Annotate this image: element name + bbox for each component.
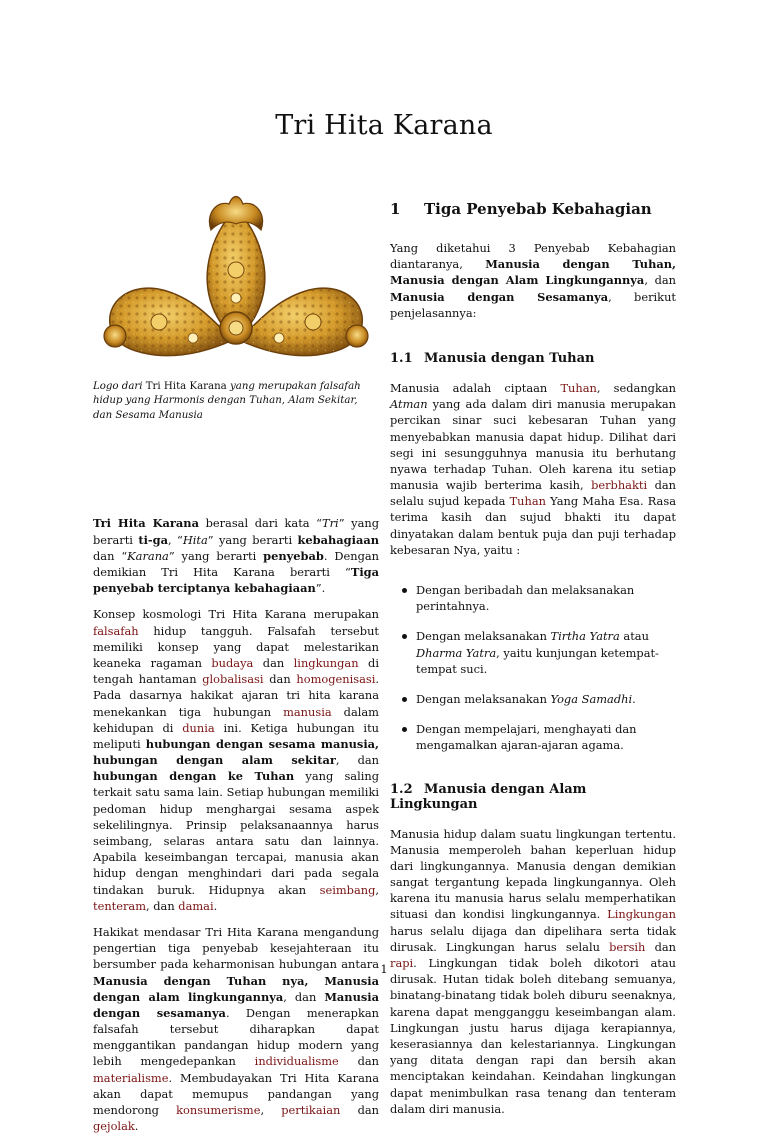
link-tuhan[interactable]: Tuhan <box>509 494 546 509</box>
link-bersih[interactable]: bersih <box>609 939 646 954</box>
text: dan <box>645 939 676 954</box>
text: Manusia hidup dalam suatu lingkungan tertentu. Manusia memperoleh bahan keperluan hidup dari lingkungannya. Manusia dengan demikian sangat tergantung kepada lingkungannya. Oleh karena itu manusia harus selalu memperhatikan situasi dan kondisi lingkungannya. <box>390 826 676 922</box>
text: Yang diketahui 3 Penyebab Kebahagian diantaranya, <box>390 241 676 272</box>
bullet-icon <box>402 727 407 732</box>
text: Yang Maha Esa. Rasa terima kasih dan sujud bhakti itu dapat dinyatakan dalam bentuk puja dan puji terhadap kebesaran Nya, yaitu : <box>390 494 676 557</box>
link-rapi[interactable]: rapi <box>390 956 414 970</box>
text: harus selalu dijaga dan dipelihara serta tidak dirusak. Lingkungan harus selalu <box>390 923 676 954</box>
text: . Lingkungan tidak boleh dikotori atau dirusak. Hutan tidak boleh ditebang semuanya, binatang-binatang tidak boleh diburu seenaknya, karena dapat mengganggu keseimbangan alam. Lingkungan justu harus dijaga kerapiannya, keserasiannya dan kelestariannya. Lingkungan yang ditata dengan rapi dan bersih akan menciptakan keindahan. Keindahan lingkungan dapat menimbulkan rasa tenang dan tenteram dalam diri manusia. <box>390 956 676 1116</box>
bullet-icon <box>402 697 407 702</box>
text: yang saling terkait satu sama lain. Setiap hubungan memiliki pedoman hidup menghargai sesama aspek sekelilingnya. Prinsip pelaksanaannya harus seimbang, selaras antara satu dan lainnya. Apabila keseimbangan tercapai, manusia akan hidup dengan menghindari dari pada segala tindakan buruk. Hidupnya akan <box>93 769 379 897</box>
paragraph-section-1 <box>390 240 676 321</box>
text: Dengan mempelajari, menghayati dan mengamalkan ajaran-ajaran agama. <box>416 722 637 753</box>
text: Manusia dengan Sesamanya <box>390 289 609 304</box>
tri-hita-karana-gold-ornament-icon <box>93 190 379 380</box>
worship-list <box>390 582 676 754</box>
text: ti-ga <box>138 532 168 547</box>
caption-text: yang merupakan falsafah hidup yang Harmonis dengan Tuhan, Alam Sekitar, dan Sesama Manusia <box>93 381 361 421</box>
text: ” yang berarti <box>207 532 298 547</box>
link-falsafah[interactable]: falsafah <box>93 623 139 638</box>
text: . <box>632 691 636 706</box>
text: , sedangkan <box>596 380 676 395</box>
bullet-icon <box>402 634 407 639</box>
section-heading-1-2 <box>390 782 676 812</box>
link-seimbang[interactable]: seimbang <box>319 882 376 897</box>
text: Manusia dengan Tuhan nya, Manusia dengan alam lingkungannya <box>93 973 379 1004</box>
paragraph-section-1-1 <box>390 380 676 558</box>
link-materialisme[interactable]: materialisme <box>93 1070 169 1085</box>
text: berasal dari kata “ <box>198 516 323 531</box>
text: penyebab <box>263 548 324 563</box>
text: . Dengan menerapkan falsafah tersebut diharapkan dapat menggantikan pandangan hidup modern yang lebih mengedepankan <box>93 1005 379 1069</box>
text: Dengan melaksanakan <box>416 691 551 706</box>
text: dan “ <box>93 548 128 563</box>
text: ” yang berarti <box>168 548 264 563</box>
text: , dan <box>146 898 179 913</box>
link-lingkungan[interactable]: lingkungan <box>293 655 359 670</box>
text: dan selalu sujud kepada <box>390 478 676 509</box>
list-item <box>390 721 676 753</box>
section-number: 1.2 <box>390 781 413 797</box>
text: Tiga penyebab terciptanya kebahagiaan <box>93 565 379 596</box>
text: , dan <box>283 989 325 1004</box>
link-individualisme[interactable]: individualisme <box>254 1054 339 1069</box>
text: yang ada dalam diri manusia merupakan percikan sinar suci kebesaran Tuhan yang menyebabkan manusia dapat hidup. Dilihat dari segi ini sesungguhnya manusia itu berhutang nyawa terhadap Tuhan. Oleh karena itu setiap manusia wajib berterima kasih, <box>390 397 676 493</box>
text: ini. Ketiga hubungan itu meliputi <box>93 720 379 751</box>
text: . Pada dasarnya hakikat ajaran tri hita karana menekankan tiga hubungan <box>93 672 379 719</box>
text: Atman <box>390 397 428 412</box>
text: ” yang berarti <box>93 516 379 547</box>
text: . Membudayakan Tri Hita Karana akan dapat memupus pandangan yang mendorong <box>93 1070 379 1118</box>
text: , yaitu kunjungan ketempat-tempat suci. <box>416 645 659 676</box>
list-item <box>390 628 676 677</box>
link-lingkungan[interactable]: Lingkungan <box>607 907 676 922</box>
link-manusia[interactable]: manusia <box>283 704 332 719</box>
text: . <box>213 898 218 913</box>
paragraph-essence <box>93 924 379 1134</box>
text: Hita <box>182 532 208 547</box>
text: . Dengan demikian Tri Hita Karana berarti “ <box>93 548 379 580</box>
text: , dan <box>644 273 676 288</box>
text: Tri Hita Karana <box>93 516 199 531</box>
link-homogenisasi[interactable]: homogenisasi <box>296 672 376 687</box>
text: Manusia dengan sesamanya <box>93 989 379 1020</box>
text: . <box>134 1119 139 1134</box>
text: , <box>375 882 379 897</box>
text: Dengan melaksanakan <box>416 629 551 644</box>
text: , <box>260 1103 282 1118</box>
link-tenteram[interactable]: tenteram <box>93 898 147 913</box>
text: hubungan dengan ke Tuhan <box>93 769 295 784</box>
link-gejolak[interactable]: gejolak <box>93 1119 135 1134</box>
right-column <box>390 200 676 1127</box>
link-damai[interactable]: damai <box>178 898 214 913</box>
section-number: 1 <box>390 200 401 218</box>
tri-hita-karana-logo-image <box>93 190 379 380</box>
text: , berikut penjelasannya: <box>390 289 676 320</box>
link-tuhan[interactable]: Tuhan <box>560 380 597 395</box>
text: hidup tangguh. Falsafah tersebut memiliki konsep yang dapat melestarikan keaneka ragaman <box>93 623 379 670</box>
text: dan <box>253 655 294 670</box>
paragraph-etymology <box>93 515 379 596</box>
text: di tengah hantaman <box>93 655 379 687</box>
section-title: Tiga Penyebab Kebahagian <box>424 200 652 218</box>
paragraph-cosmology <box>93 606 379 914</box>
section-title: Manusia dengan Tuhan <box>424 350 595 366</box>
page-number: 1 <box>380 962 388 976</box>
text: dan <box>338 1054 379 1069</box>
text: Dengan beribadah dan melaksanakan perintahnya. <box>416 583 635 614</box>
text: , “ <box>167 532 183 547</box>
link-berbhakti[interactable]: berbhakti <box>591 478 648 493</box>
link-pertikaian[interactable]: pertikaian <box>281 1103 341 1118</box>
link-globalisasi[interactable]: globalisasi <box>202 672 264 687</box>
text: Karana <box>127 548 169 563</box>
text: Tri <box>322 516 339 531</box>
caption-text: Logo dari <box>93 381 146 392</box>
text: Manusia adalah ciptaan <box>390 380 561 395</box>
caption-text: Tri Hita Karana <box>145 381 227 392</box>
left-column <box>93 190 379 1144</box>
text: Hakikat mendasar Tri Hita Karana mengandung pengertian tiga penyebab kesejahteraan itu bersumber pada keharmonisan hubungan antara <box>93 924 379 972</box>
text: dan <box>263 672 297 687</box>
section-title: Manusia dengan Alam Lingkungan <box>390 781 587 812</box>
link-konsumerisme[interactable]: konsumerisme <box>176 1103 261 1118</box>
text: Yoga Samadhi <box>550 691 633 706</box>
text: kebahagiaan <box>297 532 379 547</box>
logo-caption <box>93 380 379 423</box>
text: dan <box>340 1103 379 1118</box>
list-item <box>390 582 676 614</box>
section-number: 1.1 <box>390 350 413 366</box>
text: , dan <box>335 753 379 768</box>
section-heading-1 <box>390 200 676 218</box>
bullet-icon <box>402 588 407 593</box>
text: dalam kehidupan di <box>93 704 379 735</box>
link-budaya[interactable]: budaya <box>211 655 254 670</box>
list-item <box>390 691 676 707</box>
text: hubungan dengan sesama manusia, hubungan dengan alam sekitar <box>93 736 379 768</box>
text: Tirtha Yatra <box>550 629 620 644</box>
text: Konsep kosmologi Tri Hita Karana merupakan <box>93 607 379 622</box>
text: ”. <box>315 581 326 596</box>
section-heading-1-1 <box>390 351 676 366</box>
text: Dharma Yatra <box>416 645 497 660</box>
link-dunia[interactable]: dunia <box>182 720 215 735</box>
text: atau <box>619 629 649 644</box>
text: Manusia dengan Tuhan, Manusia dengan Alam Lingkungannya <box>390 257 676 288</box>
page-title: Tri Hita Karana <box>275 110 493 141</box>
